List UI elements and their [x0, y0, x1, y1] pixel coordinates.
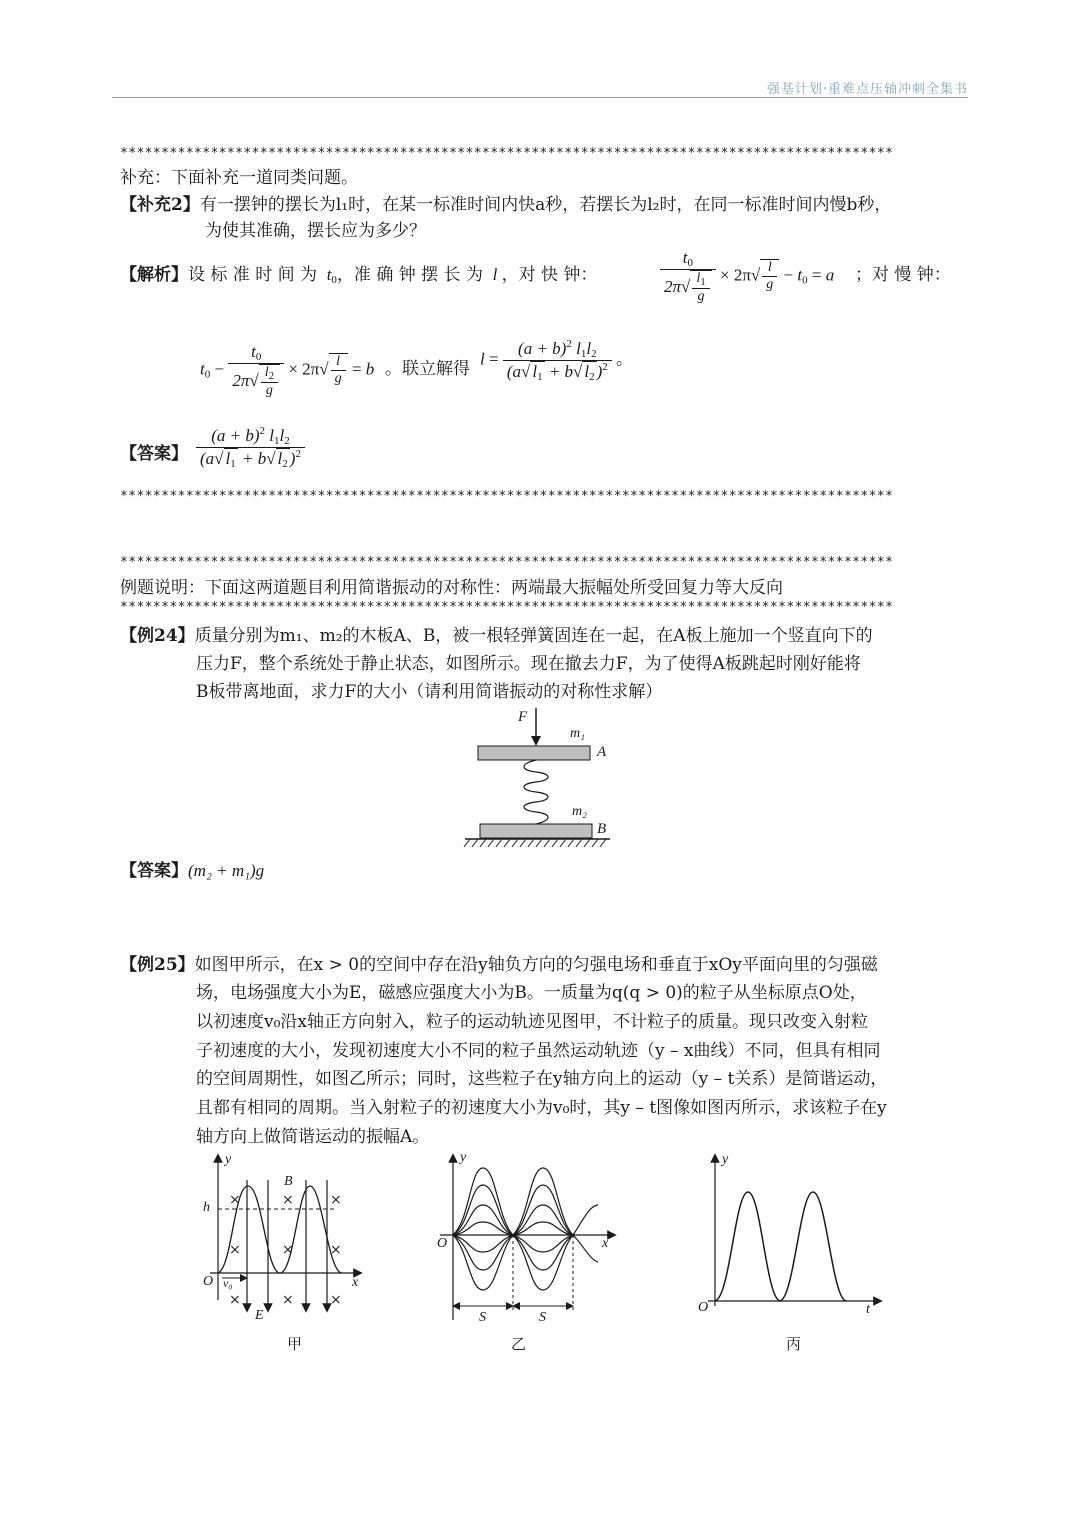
yi-y-axis-label: y: [460, 1150, 467, 1165]
jia-caption: 甲: [287, 1335, 303, 1353]
example25-line4: 子初速度的大小，发现初速度大小不同的粒子虽然运动轨迹（y – x曲线）不同，但具有相同: [196, 1041, 881, 1061]
yi-caption: 乙: [511, 1335, 527, 1353]
force-label: F: [518, 709, 528, 725]
figure-bing: [708, 1158, 878, 1306]
cross-icon: ×: [229, 1292, 241, 1308]
example25-line7: 轴方向上做简谐运动的振幅A。: [196, 1127, 430, 1147]
bing-t-axis-label: t: [866, 1302, 870, 1317]
figure-yi: [440, 1158, 612, 1320]
jia-x-axis-label: x: [352, 1275, 359, 1290]
separator-line: **********************************************************************************************: [120, 555, 894, 570]
separator-line: **********************************************************************************************: [120, 146, 894, 161]
cross-icon: ×: [282, 1242, 294, 1258]
yi-origin-label: O: [437, 1236, 448, 1251]
example25-line6: 且都有相同的周期。当入射粒子的初速度大小为v₀时，其y – t图像如图丙所示，求该粒子在y: [196, 1098, 887, 1118]
separator-line: **********************************************************************************************: [120, 489, 894, 504]
supplement-intro: 补充：下面补充一道同类问题。: [120, 168, 358, 188]
example24-line3: B板带离地面，求力F的大小（请利用简谐振动的对称性求解）: [196, 682, 663, 702]
example24-answer: (m₂ + m₁)g: [188, 861, 265, 880]
bing-caption: 丙: [786, 1335, 802, 1353]
formula-solution: l = $\frac{(a + b)^2 l_1l_2}{(a√ l_1 + b√ l_2 )^2}$ 。: [480, 338, 634, 383]
cross-icon: ×: [229, 1242, 241, 1258]
combined-text: 。联立解得: [385, 359, 470, 379]
yi-s-label-1: S: [479, 1310, 486, 1325]
example25-line2: 场，电场强度大小为E，磁感应强度大小为B。一质量为q(q > 0)的粒子从坐标原点O处，: [196, 983, 867, 1003]
jia-b-label: B: [284, 1174, 293, 1189]
supplement-label: 【补充2】: [120, 195, 200, 215]
formula-l: l: [488, 265, 502, 284]
cross-icon: ×: [282, 1292, 294, 1308]
analysis-text: 设 标 准 时 间 为: [188, 265, 318, 285]
cross-icon: ×: [330, 1242, 342, 1258]
formula-answer: $\frac{(a + b)^2 l_1l_2}{(a√ l_1 + b√ l_2 )^2}$: [196, 425, 305, 470]
example25-line1: 如图甲所示，在x > 0的空间中存在沿y轴负方向的匀强电场和垂直于xOy平面向里的匀强磁: [194, 955, 878, 975]
example25-label: 【例25】: [120, 955, 195, 975]
cross-icon: ×: [330, 1192, 342, 1208]
bing-origin-label: O: [698, 1300, 709, 1315]
plate-a-label: A: [597, 744, 607, 760]
analysis-fast: ，对 快 钟：: [501, 265, 598, 285]
example24-answer-label: 【答案】: [120, 861, 188, 881]
example24-line2: 压力F，整个系统处于静止状态，如图所示。现在撤去力F，为了使得A板跳起时刚好能将: [196, 654, 861, 674]
jia-origin-label: O: [203, 1274, 214, 1289]
separator-line: **********************************************************************************************: [120, 600, 894, 615]
formula-slow-clock: $t_0$ − $t_0$ 2π√ $\frac{l_2}{g}$ × 2π√ $\frac{l}{g}$ = b: [200, 342, 375, 398]
header-title: 强基计划·重难点压轴冲刺全集书: [766, 82, 968, 97]
jia-h-label: h: [203, 1200, 210, 1215]
mass1-label: m₁: [570, 726, 585, 741]
example24-line1: 质量分别为m₁、m₂的木板A、B，被一根轻弹簧固连在一起，在A板上施加一个竖直向下的: [194, 626, 873, 646]
cross-icon: ×: [330, 1292, 342, 1308]
bing-y-axis-label: y: [722, 1152, 729, 1167]
example25-line5: 的空间周期性，如图乙所示；同时，这些粒子在y轴方向上的运动（y – t关系）是简谐运动，: [196, 1069, 888, 1089]
formula-fast-clock: $t_0$ 2π√ $\frac{l_1}{g}$ × 2π√ $\frac{l}{g}$ − $t_0 = a$: [660, 248, 834, 305]
jia-e-label: E: [255, 1308, 264, 1323]
jia-y-axis-label: y: [225, 1152, 232, 1167]
yi-s-label-2: S: [539, 1310, 546, 1325]
spring-figure: [464, 708, 610, 847]
yi-x-axis-label: x: [602, 1236, 609, 1251]
formula-t0: $t_0$: [322, 265, 337, 286]
jia-v0-label: v₀: [223, 1276, 233, 1290]
example24-label: 【例24】: [120, 626, 195, 646]
answer-label: 【答案】: [120, 444, 188, 464]
header-divider: [112, 97, 968, 98]
plate-b-label: B: [597, 821, 607, 837]
cross-icon: ×: [282, 1192, 294, 1208]
cross-icon: ×: [229, 1192, 241, 1208]
analysis-text2: ，准 确 钟 摆 长 为: [336, 265, 483, 285]
analysis-slow: ；对 慢 钟：: [855, 265, 951, 285]
supplement-question-line1: 有一摆钟的摆长为l₁时，在某一标准时间内快a秒，若摆长为l₂时，在同一标准时间内慢b秒，: [199, 195, 892, 215]
example-note: 例题说明：下面这两道题目利用简谐振动的对称性：两端最大振幅处所受回复力等大反向: [120, 578, 783, 598]
analysis-label: 【解析】: [120, 265, 188, 285]
supplement-question-line2: 为使其准确，摆长应为多少？: [205, 221, 426, 241]
mass2-label: m₂: [572, 804, 587, 819]
example25-line3: 以初速度v₀沿x轴正方向射入，粒子的运动轨迹见图甲，不计粒子的质量。现只改变入射粒: [196, 1012, 869, 1032]
